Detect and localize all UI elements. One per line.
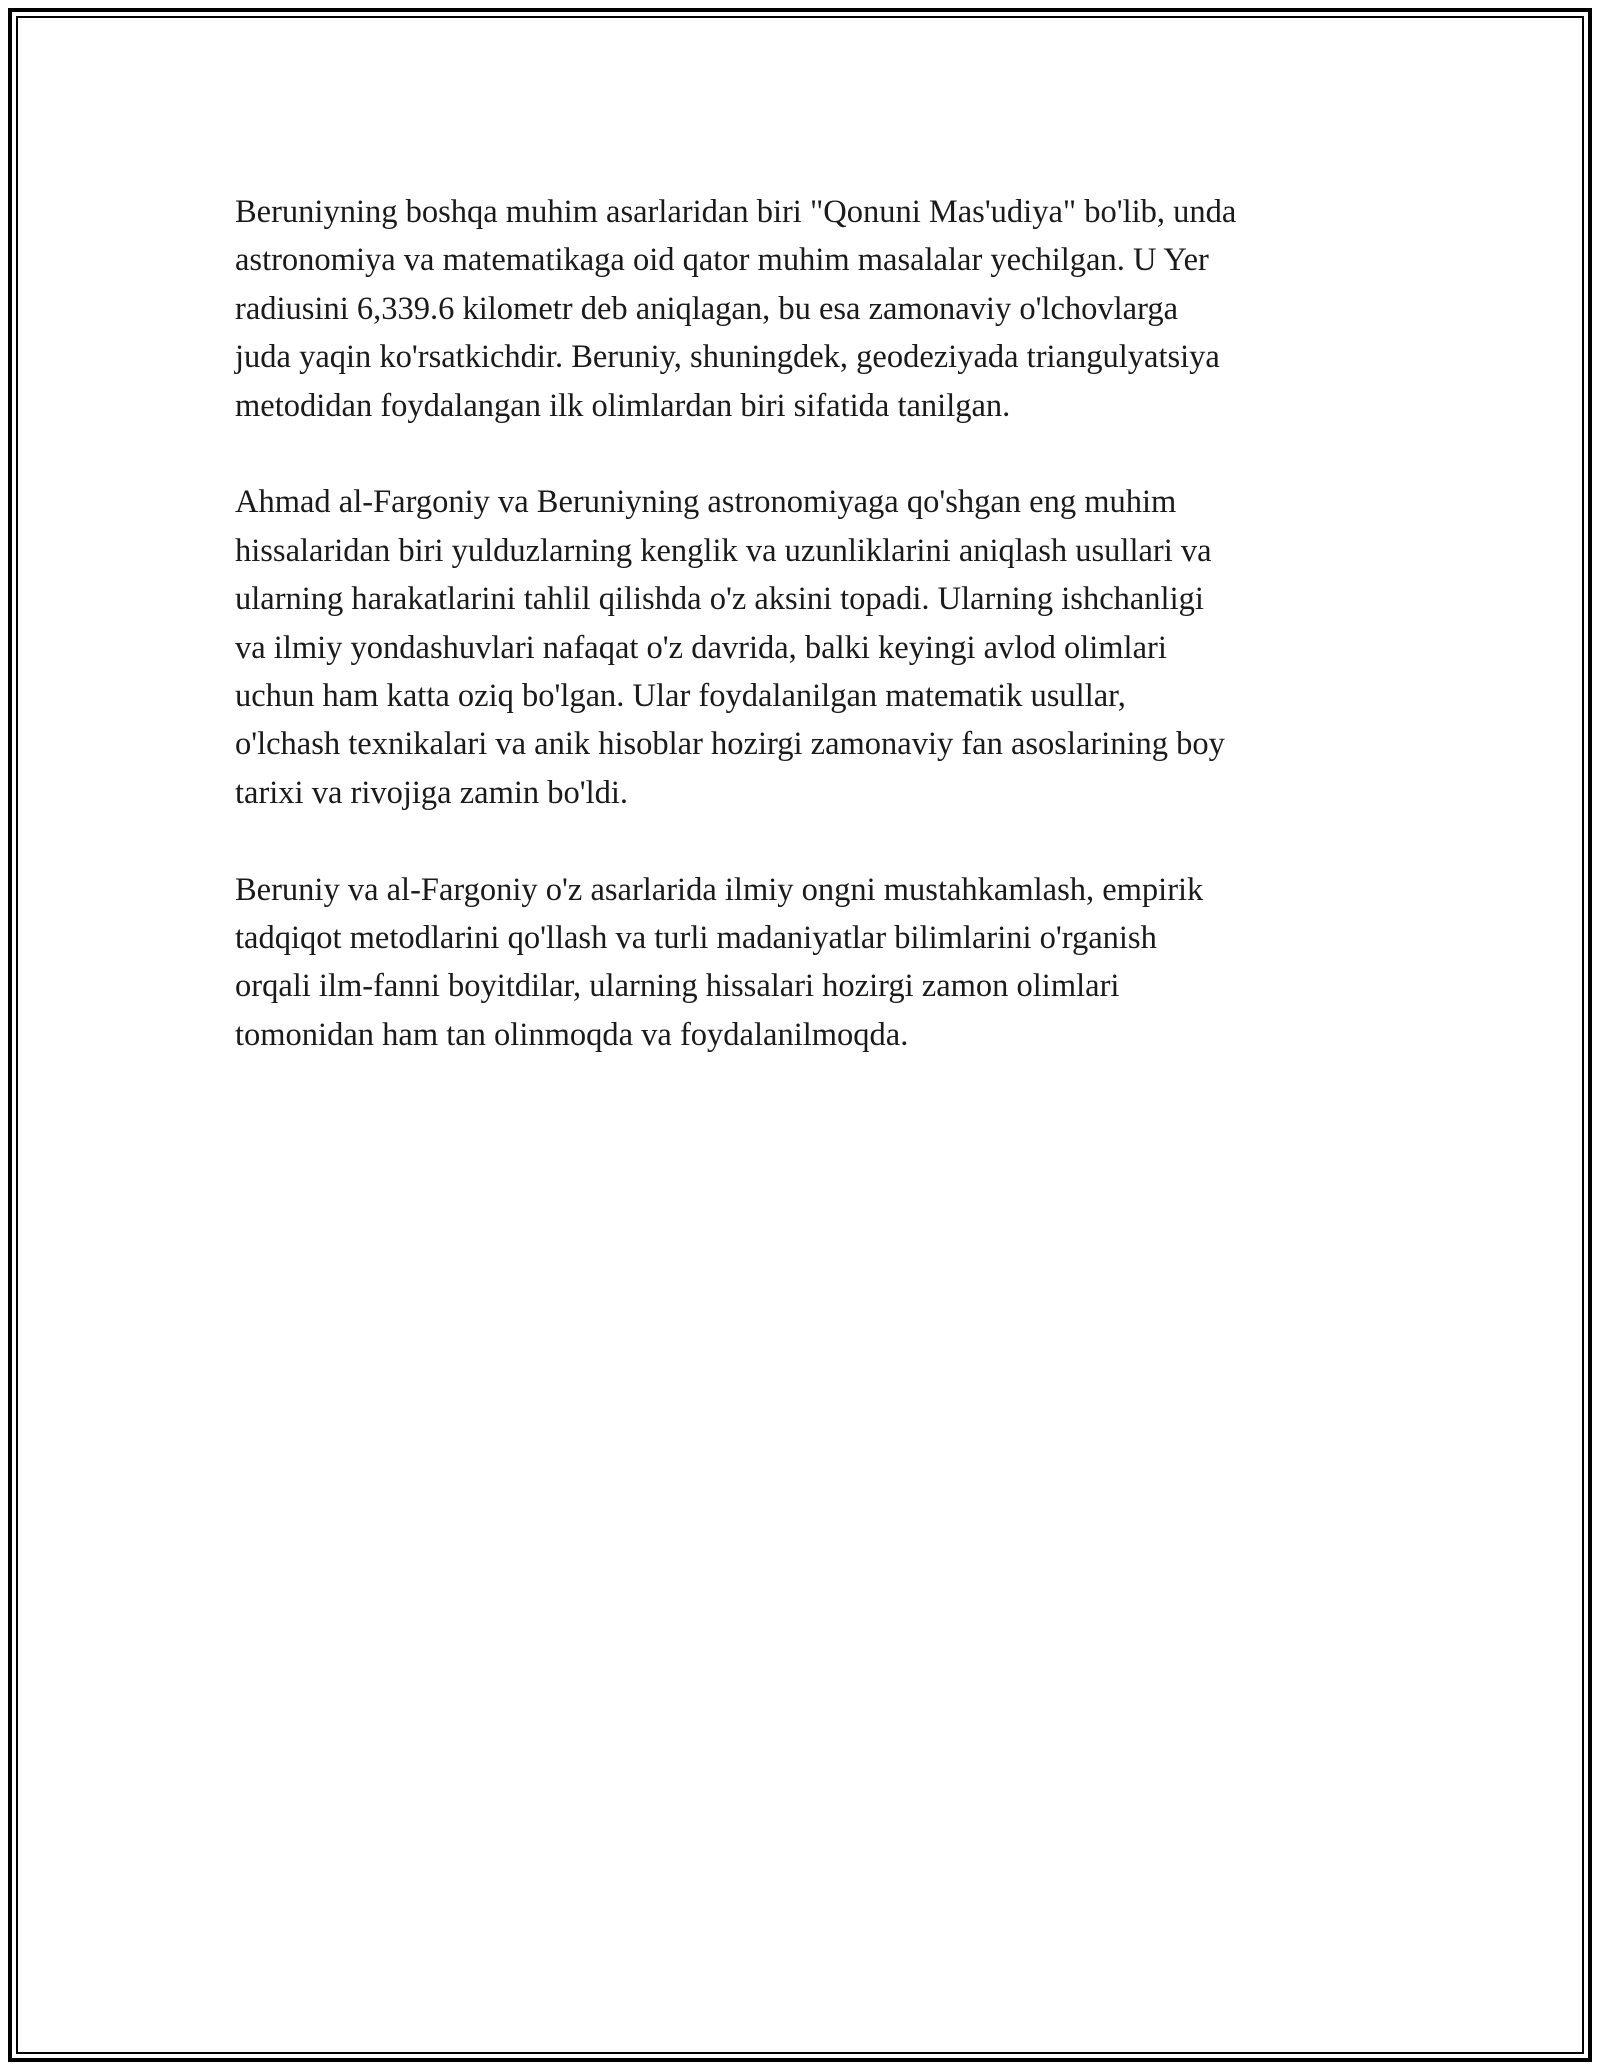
text-line: Beruniyning boshqa muhim asarlaridan biri "Qonuni Mas'udiya" bo'lib, unda: [235, 194, 1237, 230]
text-line: tadqiqot metodlarini qo'llash va turli madaniyatlar bilimlarini o'rganish: [235, 920, 1157, 957]
paragraph-qonuni-masudiya: [235, 188, 1385, 430]
text-line: Beruniy va al-Fargoniy o'z asarlarida ilmiy ongni mustahkamlash, empirik: [235, 871, 1204, 908]
text-line: ularning harakatlarini tahlil qilishda o'z aksini topadi. Ularning ishchanligi: [235, 581, 1204, 618]
text-line: tomonidan ham tan olinmoqda va foydalanilmoqda.: [235, 1016, 909, 1053]
text-line: o'lchash texnikalari va anik hisoblar hozirgi zamonaviy fan asoslarining boy: [235, 726, 1225, 763]
text-line: Ahmad al-Fargoniy va Beruniyning astronomiyaga qo'shgan eng muhim: [235, 484, 1177, 521]
text-line: va ilmiy yondashuvlari nafaqat o'z davrida, balki keyingi avlod olimlari: [235, 629, 1167, 666]
text-line: tarixi va rivojiga zamin bo'ldi.: [235, 774, 629, 811]
text-line: hissalaridan biri yulduzlarning kenglik va uzunliklarini aniqlash usullari va: [235, 532, 1212, 569]
document-body: [235, 188, 1385, 1108]
text-line: metodidan foydalangan ilk olimlardan biri sifatida tanilgan.: [235, 387, 1011, 424]
text-line: astronomiya va matematikaga oid qator muhim masalalar yechilgan. U Yer: [235, 242, 1209, 279]
text-line: juda yaqin ko'rsatkichdir. Beruniy, shuningdek, geodeziyada triangulyatsiya: [235, 339, 1220, 376]
paragraph-conclusion: [235, 866, 1385, 1060]
text-line: uchun ham katta oziq bo'lgan. Ular foydalanilgan matematik usullar,: [235, 678, 1126, 715]
text-line: radiusini 6,339.6 kilometr deb aniqlagan, bu esa zamonaviy o'lchovlarga: [235, 290, 1178, 327]
paragraph-astronomy-contributions: [235, 478, 1385, 817]
text-line: orqali ilm-fanni boyitdilar, ularning hissalari hozirgi zamon olimlari: [235, 968, 1120, 1005]
